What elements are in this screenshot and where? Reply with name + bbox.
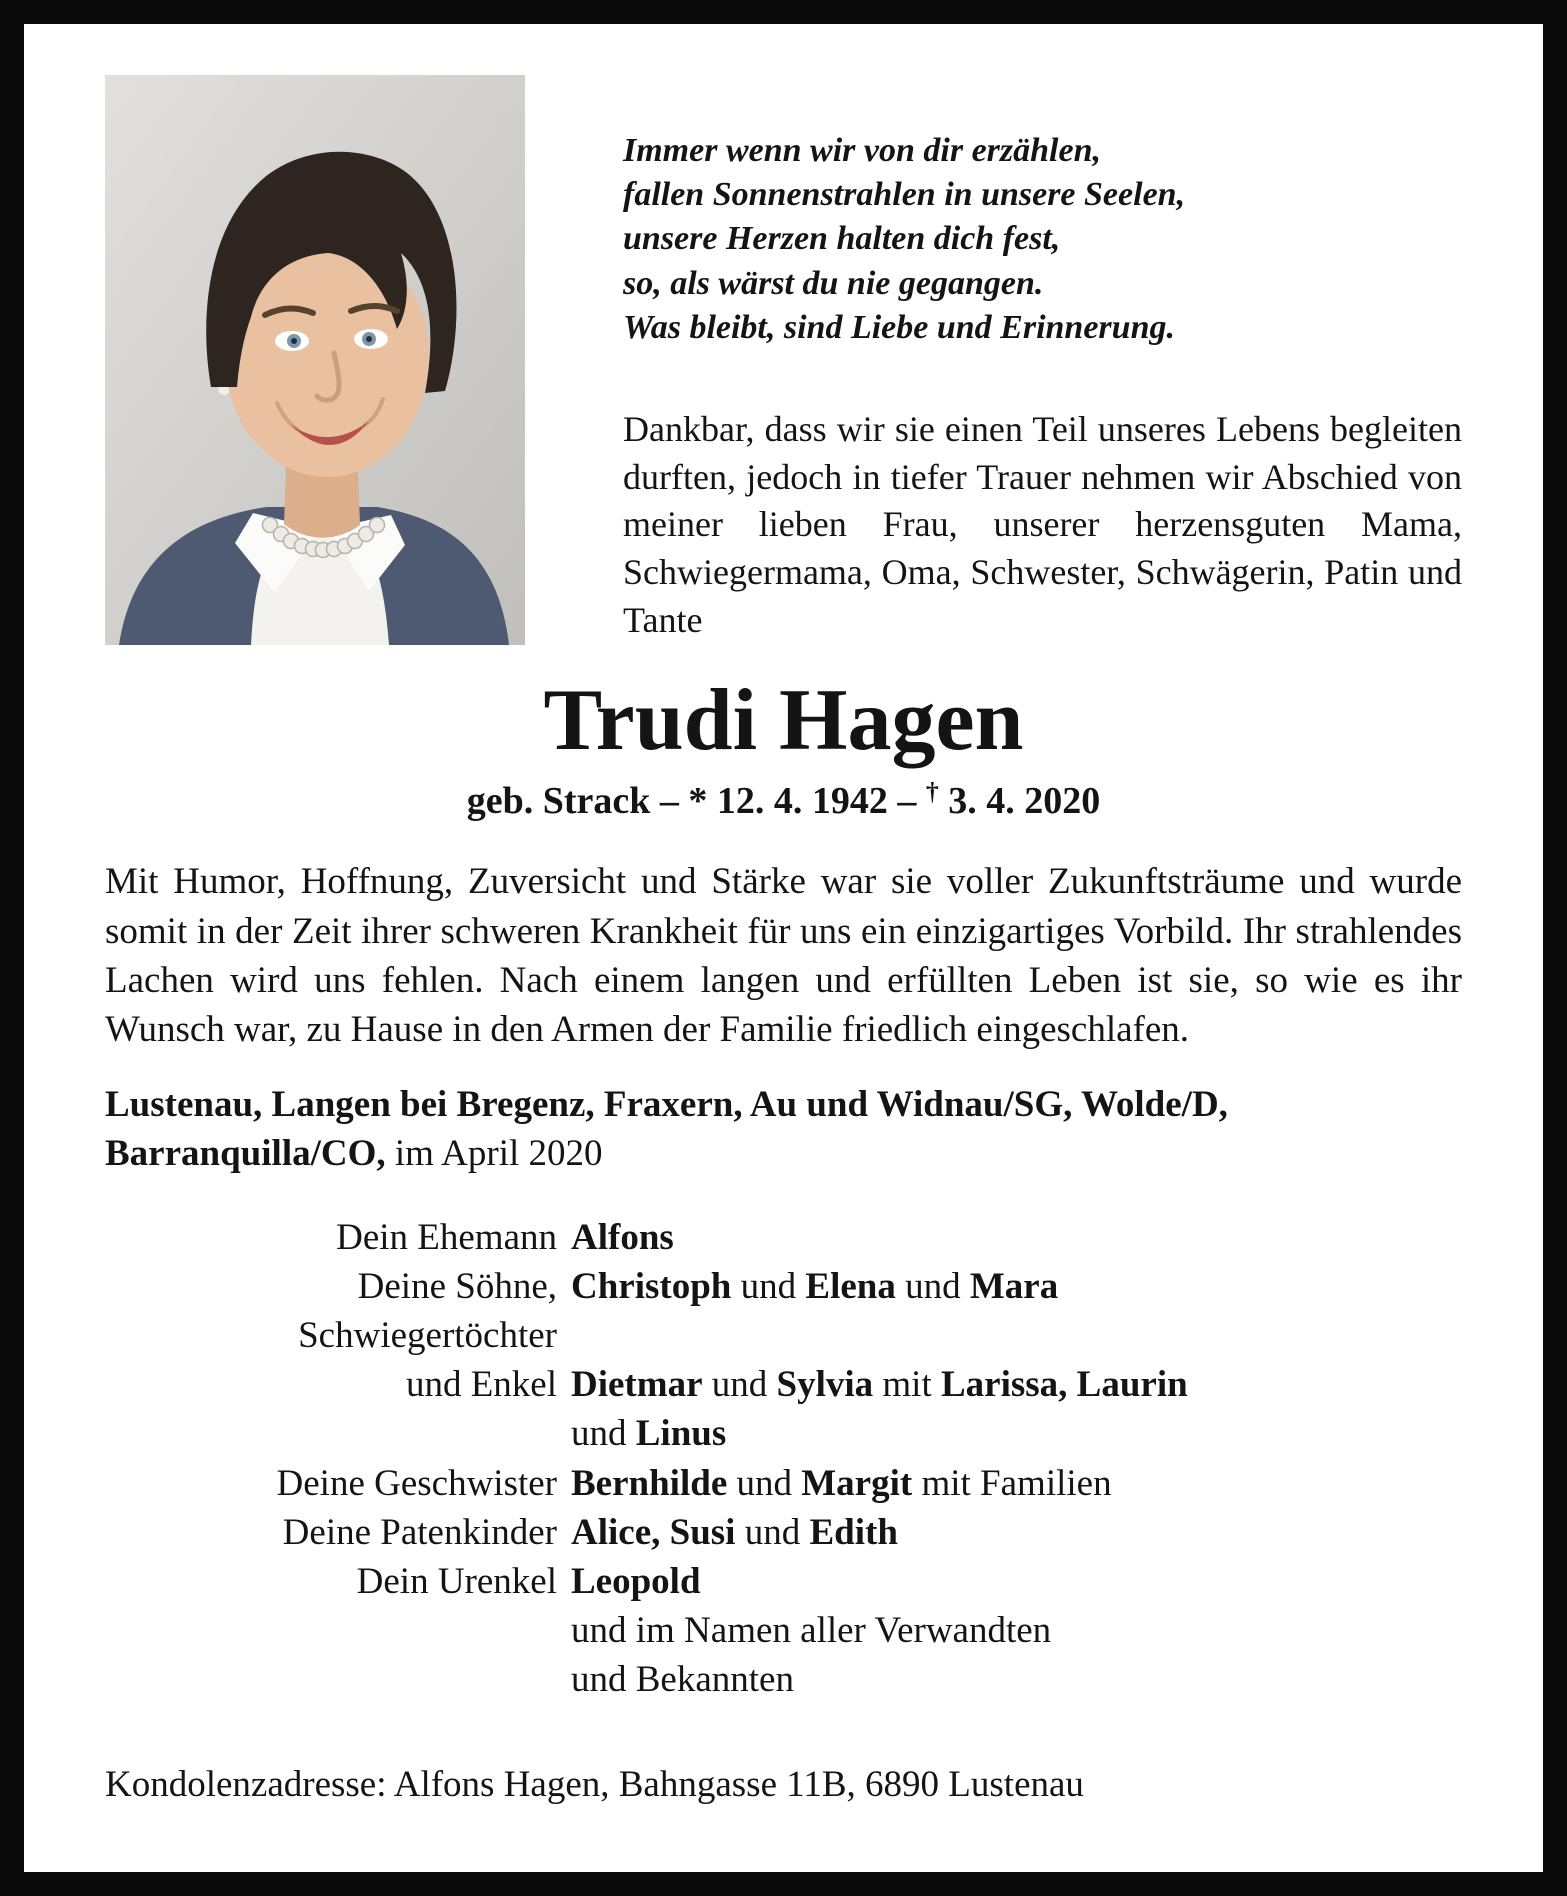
family-relation-label: Deine Geschwister [276, 1462, 557, 1504]
poem-line: fallen Sonnenstrahlen in unsere Seelen, [623, 176, 1186, 214]
top-right-column [623, 75, 1462, 645]
family-relation-label: Deine Patenkinder [282, 1511, 557, 1553]
family-relation-label [105, 1409, 557, 1458]
family-relation-label: Dein Urenkel [356, 1561, 557, 1603]
family-row [105, 1459, 1462, 1508]
poem-line: so, als wärst du nie gegangen. [623, 264, 1044, 302]
family-names: und Linus [571, 1413, 727, 1455]
dates-part2: 3. 4. 2020 [938, 780, 1101, 823]
family-row [105, 1508, 1462, 1557]
dates-part1: geb. Strack – * 12. 4. 1942 – [466, 780, 926, 823]
family-names: Dietmar und Sylvia mit Larissa, Laurin [571, 1364, 1188, 1406]
top-section [105, 75, 1462, 645]
family-relation-label: und Enkel [405, 1364, 557, 1406]
family-row [105, 1557, 1462, 1606]
family-relation-label: Deine Söhne, Schwiegertöchter [298, 1265, 557, 1357]
portrait-illustration [105, 75, 525, 645]
family-names: Bernhilde und Margit mit Familien [571, 1462, 1112, 1504]
family-row [105, 1655, 1462, 1704]
family-relation-label [105, 1606, 557, 1655]
places-and-date-line [105, 1080, 1462, 1178]
poem-line: unsere Herzen halten dich fest, [623, 220, 1061, 258]
family-row [105, 1606, 1462, 1655]
poem-line: Was bleibt, sind Liebe und Erinnerung. [623, 308, 1175, 346]
poem-line: Immer wenn wir von dir erzählen, [623, 132, 1101, 169]
farewell-intro-text: Dankbar, dass wir sie einen Teil unseres Lebens begleiten durften, jedoch in tiefer Trauer nehmen wir Abschied von meiner lieben Frau, unserer herzensguten Mama, Schwiegermama, Oma, Schwester, Schwägerin, Patin und Tante [623, 408, 1462, 641]
family-names: Christoph und Elena und Mara [571, 1265, 1059, 1307]
family-row [105, 1360, 1462, 1409]
family-row [105, 1213, 1462, 1262]
dagger-symbol: † [925, 776, 939, 806]
obituary-content [24, 24, 1543, 1872]
family-names: und Bekannten [571, 1659, 794, 1701]
family-names: und im Namen aller Verwandten [571, 1610, 1052, 1652]
family-relation-label: Dein Ehemann [336, 1216, 557, 1258]
family-relation-label [105, 1655, 557, 1704]
deceased-name: Trudi Hagen [543, 672, 1024, 769]
condolence-address: Kondolenzadresse: Alfons Hagen, Bahngasse 11B, 6890 Lustenau [105, 1764, 1084, 1805]
family-list [105, 1213, 1462, 1705]
places-bold: Lustenau, Langen bei Bregenz, Fraxern, Au und Widnau/SG, Wolde/D, Barranquilla/CO, [105, 1084, 1228, 1175]
family-names: Alice, Susi und Edith [571, 1511, 898, 1553]
family-row [105, 1409, 1462, 1458]
family-row [105, 1262, 1462, 1360]
family-names: Leopold [571, 1561, 701, 1603]
portrait-photo [105, 75, 525, 645]
memorial-poem [623, 129, 1462, 350]
family-names: Alfons [571, 1216, 674, 1258]
birth-death-dates [105, 776, 1462, 823]
places-regular: im April 2020 [385, 1133, 603, 1175]
obituary-text: Mit Humor, Hoffnung, Zuversicht und Stärke war sie voller Zukunftsträume und wurde somit in der Zeit ihrer schweren Krankheit für uns ein einzigartiges Vorbild. Ihr strahlendes Lachen wird uns fehlen. Nach einem langen und erfüllten Leben ist sie, so wie es ihr Wunsch war, zu Hause in den Armen der Familie friedlich eingeschlafen. [105, 861, 1462, 1050]
